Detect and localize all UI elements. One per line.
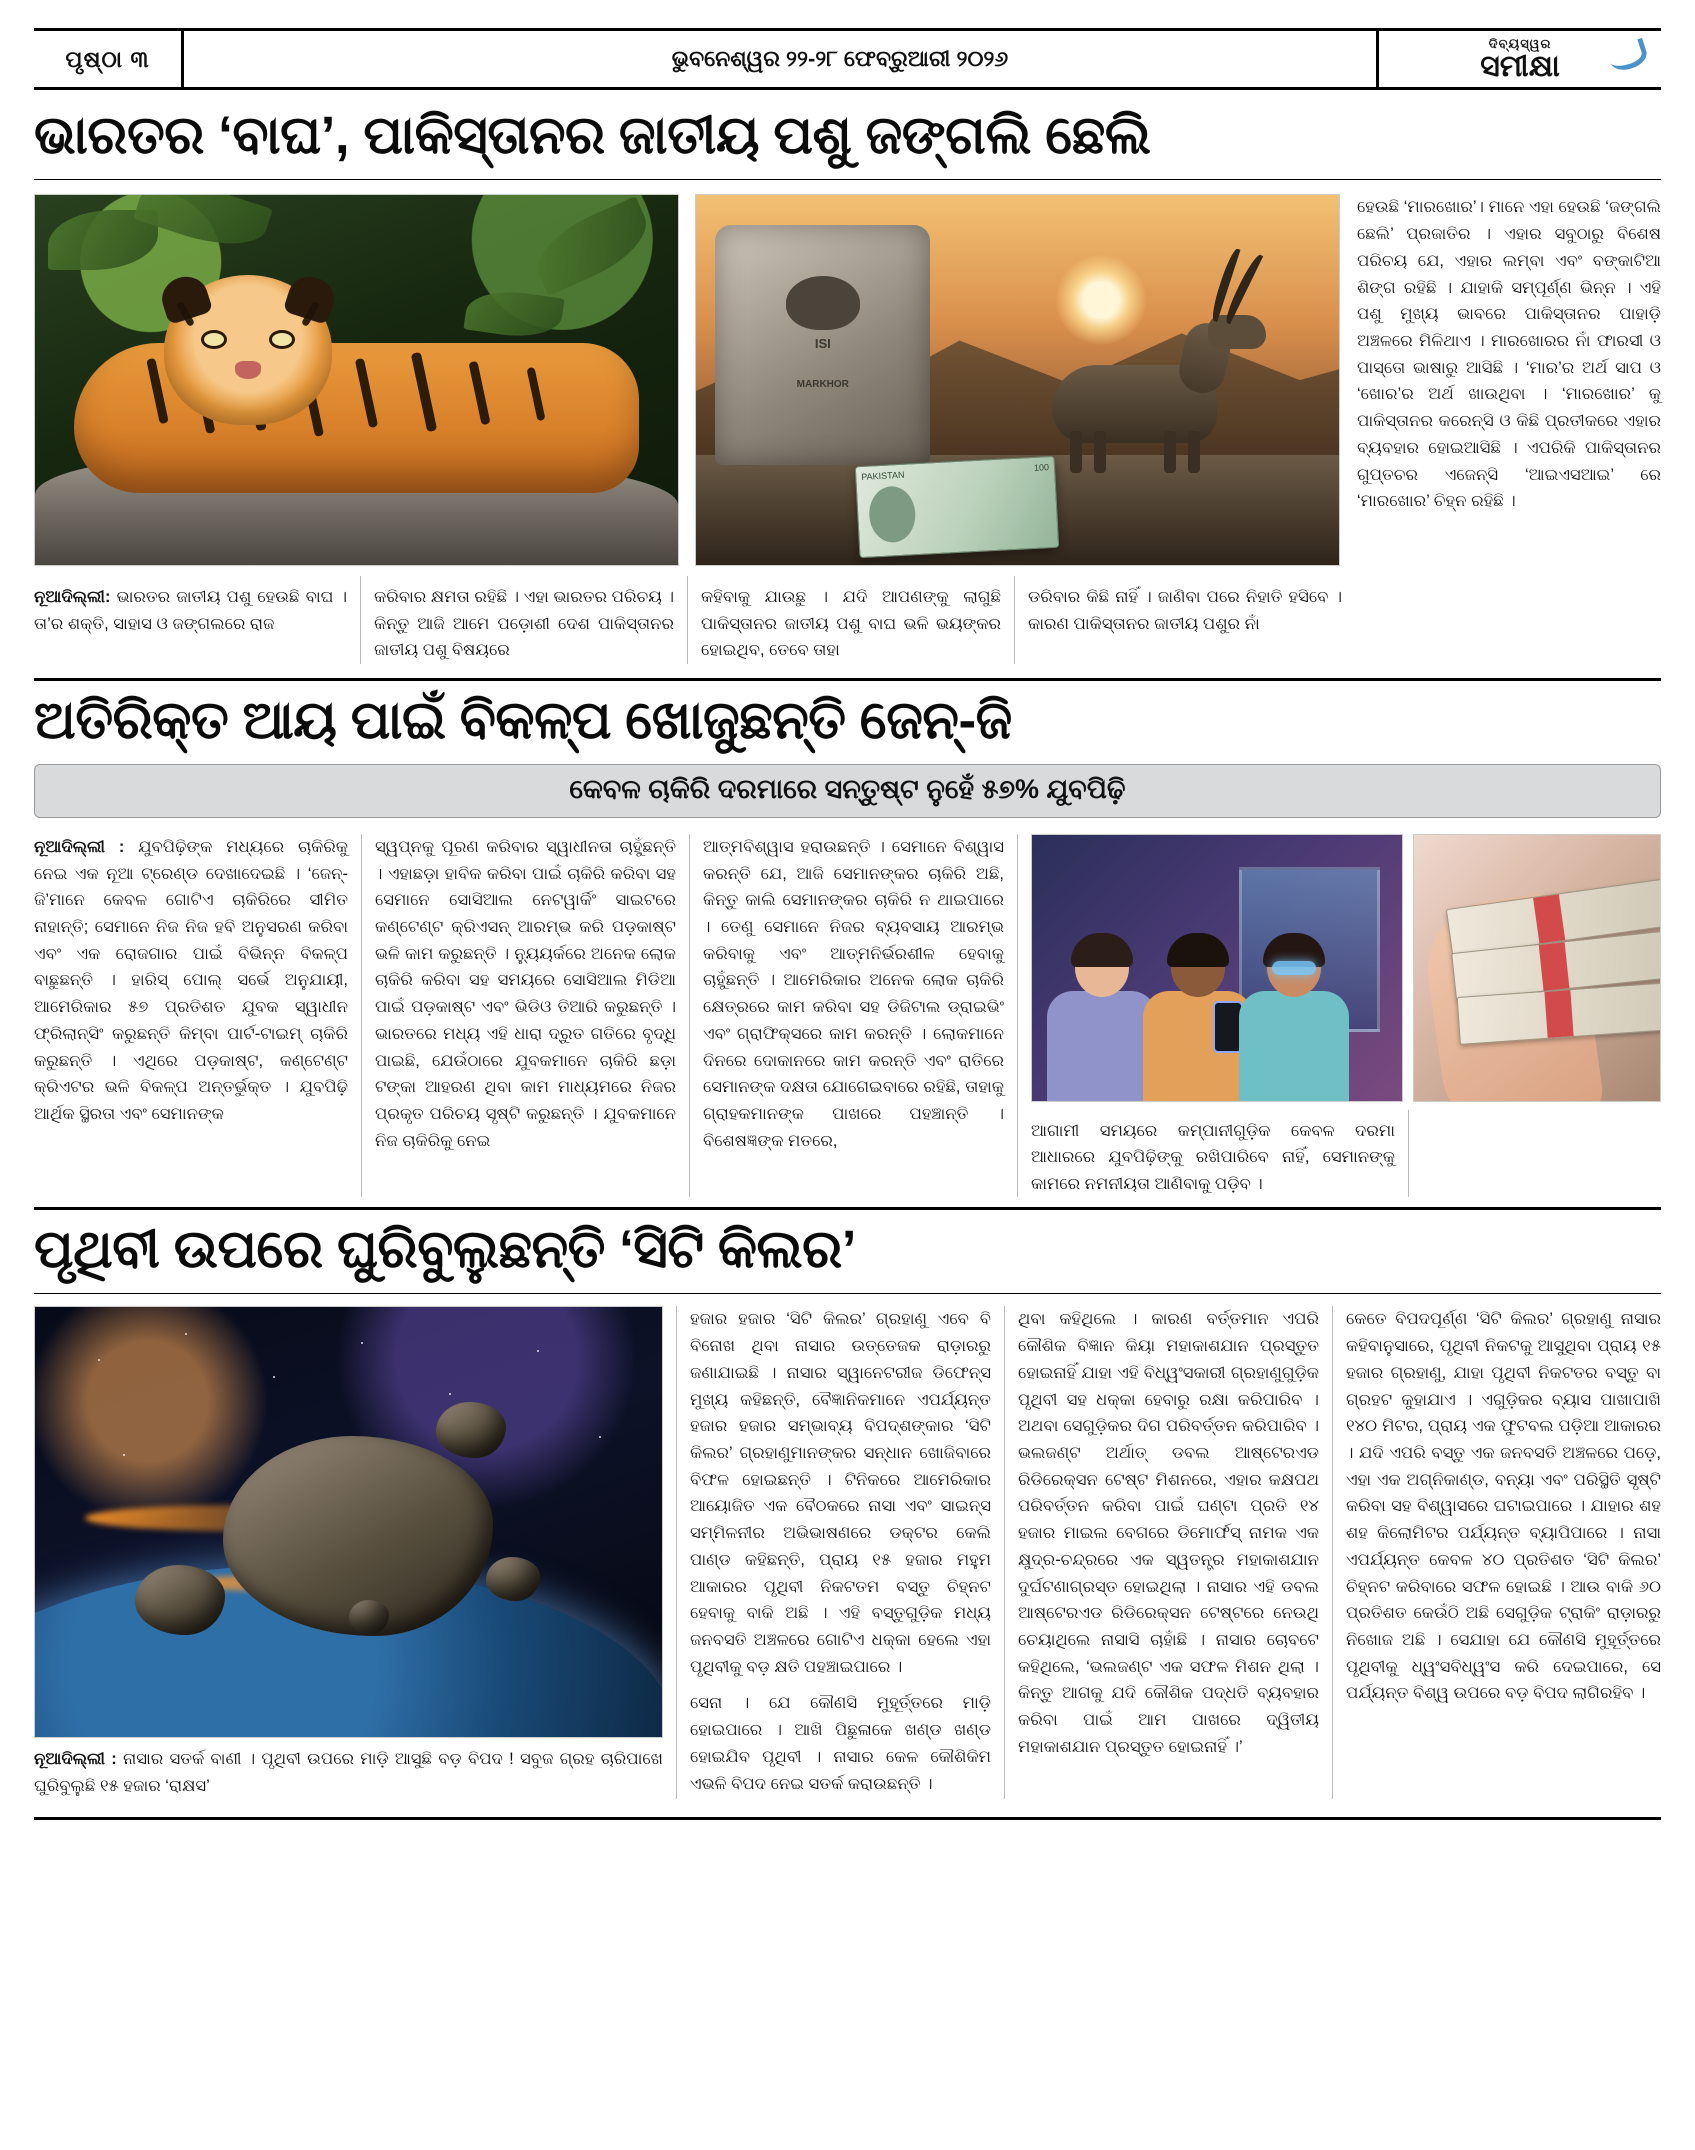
tiger-photo <box>34 194 679 566</box>
pakistan-banknote: PAKISTAN 100 <box>854 456 1059 558</box>
brand-swoosh-icon <box>1606 38 1650 74</box>
story1-text-2: କରିବାର କ୍ଷମତା ରହିଛି । ଏହା ଭାରତର ପରିଚୟ । କିନ୍ତୁ ଆଜି ଆମେ ପଡ଼ୋଶୀ ଦେଶ ପାକିସ୍ତାନର ଜାତୀୟ ପଶୁ ବିଷୟରେ <box>374 588 674 660</box>
story1-text-3: କହିବାକୁ ଯାଉଛୁ । ଯଦି ଆପଣଙ୍କୁ ଲାଗୁଛି ପାକିସ୍ତାନର ଜାତୀୟ ପଶୁ ବାଘ ଭଳି ଭୟଙ୍କର ହୋଇଥିବ, ତେବେ ତାହା <box>701 588 1001 660</box>
story2-headline: ଅତିରିକ୍ତ ଆୟ ପାଇଁ ବିକଳ୍ପ ଖୋଜୁଛନ୍ତି ଜେନ୍-ଜି <box>34 690 1012 750</box>
story3-figure <box>34 1306 663 1799</box>
story3-headline: ପୃଥିବୀ ଉପରେ ଘୁରିବୁଲୁଛନ୍ତି ‘ସିଟି କିଲର’ <box>34 1220 857 1280</box>
story1-dateline: ନୂଆଦିଲ୍ଲୀ: <box>34 588 111 607</box>
masthead <box>34 28 1661 90</box>
story3-text-4: କେତେ ବିପଦପୂର୍ଣ୍ଣ ‘ସିଟି କିଲର’ ଗ୍ରହାଣୁ ନାସାର କହିବାନୁସାରେ, ପୃଥିବୀ ନିକଟକୁ ଆସୁଥିବା ପ୍ରାୟ ୧୫ ହଜାର ଗ୍ରହାଣୁ, ଯାହା ପୃଥିବୀ ନିକଟତର ବସ୍ତୁ ବା ଗ୍ରହଟ କୁହାଯାଏ । ଏଗୁଡ଼ିକର ବ୍ୟାସ ପାଖାପାଖି ୧୪୦ ମିଟର, ପ୍ରାୟ ଏକ ଫୁଟବଲ ପଡ଼ିଆ ଆକାରର । ଯଦି ଏପରି ବସ୍ତୁ ଏକ ଜନବସତି ଅଞ୍ଚଳରେ ପଡ଼େ, ଏହା ଏକ ଅଗ୍ନିକାଣ୍ଡ, ବନ୍ୟା ଏବଂ ପରିସ୍ଥିତି ସୃଷ୍ଟି କରିବା ସହ ବିଶ୍ୱାସରେ ଘଟାଇପାରେ । ଯାହାର ଶହ ଶହ କିଲୋମିଟର ପର୍ଯ୍ୟନ୍ତ ବ୍ୟାପିପାରେ । ନାସା ଏପର୍ଯ୍ୟନ୍ତ କେବଳ ୪୦ ପ୍ରତିଶତ ‘ସିଟି କିଲର’ ଚିହ୍ନଟ କରିବାରେ ସଫଳ ହୋଇଛି । ଆଉ ବାକି ୬୦ ପ୍ରତିଶତ କେଉଁଠି ଅଛି ସେଗୁଡ଼ିକ ଟ୍ରାକିଂ ରାଡ଼ାରରୁ ନିଖୋଜ ଅଛି । ସେଯାହା ଯେ କୌଣସି ମୁହୂର୍ତ୍ତରେ ପୃଥିବୀକୁ ଧ୍ୱଂସବିଧ୍ୱଂସ କରି ଦେଇପାରେ, ସେ ପର୍ଯ୍ୟନ୍ତ ବିଶ୍ୱ ଉପରେ ବଡ଼ ବିପଦ ଲାଗିରହିବ । <box>1346 1310 1661 1703</box>
story3-text-1: ହଜାର ହଜାର ‘ସିଟି କିଲର’ ଗ୍ରହାଣୁ ଏବେ ବି ବିନୋଖ ଥିବା ନାସାର ଉତ୍ତେଜକ ରାଡ଼ାରରୁ ଜଣାଯାଇଛି । ନାସାର ସ୍ୱାନେଟରୀଜ ଡିଫେନ୍ସ ମୁଖ୍ୟ କହିଛନ୍ତି, ବୈଜ୍ଞାନିକମାନେ ଏପର୍ଯ୍ୟନ୍ତ ହଜାର ହଜାର ସମ୍ଭାବ୍ୟ ବିପଦ୍‌ଶଙ୍କାର ‘ସିଟି କିଲର’ ଗ୍ରହାଣୁମାନଙ୍କର ସନ୍ଧାନ ଖୋଜିବାରେ ବିଫଳ ହୋଇଛନ୍ତି । ଟିନିକରେ ଆମେରିକାର ଆୟୋଜିତ ଏକ ବୈଠକରେ ନାସା ଏବଂ ସାଇନ୍ସ ସମ୍ମିଳନୀର ଅଭିଭାଷଣରେ ଡକ୍ଟର କେଲି ପାଣ୍ଡ କହିଛନ୍ତି, ପ୍ରାୟ ୧୫ ହଜାର ମହୁମ ଆକାରର ପୃଥିବୀ ନିକଟତମ ବସ୍ତୁ ଚିହ୍ନଟ ହେବାକୁ ବାକି ଅଛି । ଏହି ବସ୍ତୁଗୁଡ଼ିକ ମଧ୍ୟ ଜନବସତି ଅଞ୍ଚଳରେ ଗୋଟିଏ ଧକ୍କା ହେଲେ ଏହା ପୃଥିବୀକୁ ବଡ଼ କ୍ଷତି ପହଞ୍ଚାଇପାରେ । <box>690 1310 991 1676</box>
story3-caption-dateline: ନୂଆଦିଲ୍ଲୀ : <box>34 1750 117 1769</box>
footer-divider <box>34 1817 1661 1820</box>
divider <box>34 678 1661 681</box>
brand-main-text: ସମୀକ୍ଷା <box>1480 50 1560 83</box>
story1-body <box>34 194 1661 663</box>
story2-dateline: ନୂଆଦିଲ୍ଲୀ : <box>34 837 125 856</box>
story1-headline: ଭାରତର ‘ବାଘ’, ପାକିସ୍ତାନର ଜାତୀୟ ପଶୁ ଜଙ୍ଗଲି ଛେଲି <box>34 106 1151 165</box>
story1-caption-1 <box>34 584 347 637</box>
story3-text-3: ଥିବା କହିଥିଲେ । କାରଣ ବର୍ତ୍ତମାନ ଏପରି କୌଶିକ ବିଜ୍ଞାନ କିୟା ମହାକାଶଯାନ ପ୍ରସ୍ତୁତ ହୋଇନାହିଁ ଯାହା ଏହି ବିଧ୍ୱଂସକାରୀ ଗ୍ରହାଣୁଗୁଡ଼ିକ ପୃଥିବୀ ସହ ଧକ୍କା ହେବାରୁ ରକ୍ଷା କରିପାରିବ । ଅଥବା ସେଗୁଡ଼ିକର ଦିଗ ପରିବର୍ତ୍ତନ କରିପାରିବ । ଭଲଜଣ୍ଟ ଅର୍ଥାତ୍ ଡବଲ ଆଷ୍ଟେରଏଡ ରିଡିରେକ୍ସନ ଟେଷ୍ଟ ମିଶନରେ, ଏହାର କକ୍ଷପଥ ପରିବର୍ତ୍ତନ କରିବା ପାଇଁ ଘଣ୍ଟା ପ୍ରତି ୧୪ ହଜାର ମାଇଲ ବେଗରେ ଡିମୋର୍ଫସ୍ ନାମକ ଏକ କ୍ଷୁଦ୍ର-ଚନ୍ଦ୍ରରେ ଏକ ସ୍ୱତନ୍ତ୍ର ମହାକାଶଯାନ ଦୁର୍ଘଟଣାଗ୍ରସ୍ତ ହୋଇଥିଲା । ନାସାର ଏହି ଡବଲ ଆଷ୍ଟେରଏଡ ରିଡିରେକ୍ସନ ଟେଷ୍ଟରେ ନେଉଥି ଚେୟାଥିଲେ ନାସାସି ଚାହାଁଛି । ନାସାର ଚୋବଟେ କହିଥିଲେ, ‘ଭଲଜଣ୍ଟ ଏକ ସଫଳ ମିଶନ ଥିଲା । କିନ୍ତୁ ଆଗକୁ ଯଦି କୌଶିକ ପଦ୍ଧତି ବ୍ୟବହାର କରିବା ପାଇଁ ଆମ ପାଖରେ ଦ୍ୱିତୀୟ ମହାକାଶଯାନ ପ୍ରସ୍ତୁତ ହୋଇନାହିଁ ।’ <box>1018 1310 1319 1756</box>
brand-top-text: ଦିବ୍ୟସ୍ୱର <box>1488 36 1552 51</box>
story1-markhor-figure <box>695 194 1340 566</box>
story3-body <box>34 1306 1661 1799</box>
cash-illustration <box>1413 834 1661 1102</box>
divider <box>34 1207 1661 1210</box>
story1-text-5: ହେଉଛି ‘ମାରଖୋର’। ମାନେ ଏହା ହେଉଛି ‘ଜଙ୍ଗଲି ଛେଲି’ ପ୍ରଜାତିର । ଏହାର ସବୁଠାରୁ ବିଶେଷ ପରିଚୟ ଯେ, ଏହାର ଲମ୍ବା ଏବଂ ବଙ୍କାଟିଆ ଶିଙ୍ଗ ରହିଛି । ଯାହାକି ସମ୍ପୂର୍ଣ୍ଣ ଭିନ୍ନ । ଏହି ପଶୁ ମୁଖ୍ୟ ଭାବରେ ପାକିସ୍ତାନର ପାହାଡ଼ି ଅଞ୍ଚଳରେ ମିଳିଥାଏ । ମାରଖୋରର ନାଁ ଫାରସୀ ଓ ପାସ୍ତୋ ଭାଷାରୁ ଆସିଛି । ‘ମାର’ର ଅର୍ଥ ସାପ ଓ ‘ଖୋର’ର ଅର୍ଥ ଖାଉଥିବା । ‘ମାରଖୋର’ କୁ ପାକିସ୍ତାନର କରେନ୍ସି ଓ କିଛି ପ୍ରତୀକରେ ଏହାର ବ୍ୟବହାର ହୋଇଆସିଛି । ଏପରିକି ପାକିସ୍ତାନର ଗୁପ୍ତଚର ଏଜେନ୍ସି ‘ଆଇଏସଆଇ’ ରେ ‘ମାରଖୋର’ ଚିହ୍ନ ରହିଛି । <box>1357 198 1661 511</box>
genz-illustration <box>1031 834 1403 1102</box>
newspaper-logo <box>1376 31 1661 87</box>
story2-photo-caption: ଆଗାମୀ ସମୟରେ କମ୍ପାନୀଗୁଡ଼ିକ କେବଳ ଦରମା ଆଧାରରେ ଯୁବପିଢ଼ିଙ୍କୁ ରଖିପାରିବେ ନାହିଁ, ସେମାନଙ୍କୁ କାମରେ ନମନୀୟତା ଆଣିବାକୁ ପଡ଼ିବ । <box>1031 1121 1395 1193</box>
story3-caption-text: ନାସାର ସତର୍କ ବାଣୀ । ପୃଥିବୀ ଉପରେ ମାଡ଼ି ଆସୁଛି ବଡ଼ ବିପଦ ! ସବୁଜ ଗ୍ରହ ଚାରିପାଖେ ଘୁରିବୁଲୁଛି ୧୫ ହଜାର ‘ରାକ୍ଷସ’ <box>34 1750 663 1795</box>
divider <box>34 1293 1661 1294</box>
page-number: ପୃଷ୍ଠା ୩ <box>34 31 184 87</box>
story2-text-3: ଆତ୍ମବିଶ୍ୱାସ ହରାଉଛନ୍ତି । ସେମାନେ ବିଶ୍ୱାସ କରନ୍ତି ଯେ, ଆଜି ସେମାନଙ୍କର ଚାକିରି ଅଛି, କିନ୍ତୁ କାଲି ସେମାନଙ୍କର ଚାକିରି ନ ଥାଇପାରେ । ତେଣୁ ସେମାନେ ନିଜର ବ୍ୟବସାୟ ଆରମ୍ଭ କରିବାକୁ ଏବଂ ଆତ୍ମନିର୍ଭରଶୀଳ ହେବାକୁ ଚାହୁଁଛନ୍ତି । ଆମେରିକାର ଅନେକ ଲୋକ ଚାକିରି କ୍ଷେତ୍ରରେ କାମ କରିବା ସହ ଡିଜିଟାଲ ଡ୍ରାଇଭିଂ ଏବଂ ଗ୍ରାଫିକ୍ସରେ କାମ କରନ୍ତି । ଲୋକମାନେ ଦିନରେ ଦୋକାନରେ କାମ କରନ୍ତି ଏବଂ ରାତିରେ ସେମାନଙ୍କ ଦକ୍ଷତା ଯୋଗେଇବାରେ ରହିଛି, ତାହାକୁ ଗ୍ରାହକମାନଙ୍କ ପାଖରେ ପହଞ୍ଚାନ୍ତି । ବିଶେଷଜ୍ଞଙ୍କ ମତରେ, <box>703 837 1004 1150</box>
markhor-emblem-stone: ISI MARKHOR <box>715 225 930 465</box>
markhor-animal <box>1032 313 1262 473</box>
asteroid-photo <box>34 1306 663 1738</box>
story3-text-2: ସେନା । ଯେ କୌଣସି ମୁହୂର୍ତ୍ତରେ ମାଡ଼ି ହୋଇପାରେ । ଆଖି ପିଛୁଳାକେ ଖଣ୍ଡ ଖଣ୍ଡ ହୋଇଯିବ ପୃଥିବୀ । ନାସାର କେଳ କୌଶିକିମ ଏଭଳି ବିପଦ ନେଇ ସତର୍କ କରାଉଛନ୍ତି । <box>690 1694 991 1793</box>
story1-tiger-figure <box>34 194 679 566</box>
edition-line: ଭୁବନେଶ୍ୱର ୨୨-୨୮ ଫେବ୍ରୁଆରୀ ୨୦୨୬ <box>671 46 1009 71</box>
story2-body <box>34 834 1661 1197</box>
story2-text-2: ସ୍ୱପ୍ନକୁ ପୂରଣ କରିବାର ସ୍ୱାଧୀନତା ଚାହୁଁଛନ୍ତି । ଏହାଛଡ଼ା ହାବିକ କରିବା ପାଇଁ ଚାକିରି କରିବା ସହ ସେମାନେ ସୋସିଆଲ ନେଟୱାର୍କିଂ ସାଇଟରେ କଣ୍ଟେଣ୍ଟ କ୍ରିଏସନ୍ ଆରମ୍ଭ କରି ପଡ଼କାଷ୍ଟ ଭଳି କାମ କରୁଛନ୍ତି । ନ୍ୟୁୟର୍କରେ ଅନେକ ଲୋକ ଚାକିରି କରିବା ସହ ସମୟରେ ସୋସିଆଲ ମିଡିଆ ପାଇଁ ପଡ଼କାଷ୍ଟ ଏବଂ ଭିଡିଓ ତିଆରି କରୁଛନ୍ତି । ଭାରତରେ ମଧ୍ୟ ଏହି ଧାରା ଦ୍ରୁତ ଗତିରେ ବୃଦ୍ଧି ପାଇଛି, ଯେଉଁଠାରେ ଯୁବକମାନେ ଚାକିରି ଛଡ଼ା ଟଙ୍କା ଆହରଣ ଥିବା କାମ ମାଧ୍ୟମରେ ନିଜର ପ୍ରକୃତ ପରିଚୟ ସୃଷ୍ଟି କରୁଛନ୍ତି । ଯୁବକମାନେ ନିଜ ଚାକିରିକୁ ନେଇ <box>375 837 676 1150</box>
story2-text-1: ଯୁବପିଢ଼ିଙ୍କ ମଧ୍ୟରେ ଚାକିରିକୁ ନେଇ ଏକ ନୂଆ ଟ୍ରେଣ୍ଡ ଦେଖାଦେଇଛି । ‘ଜେନ୍-ଜି’ମାନେ କେବଳ ଗୋଟିଏ ଚାକିରିରେ ସୀମିତ ନାହାନ୍ତି; ସେମାନେ ନିଜ ନିଜ ହବି ଅନୁସରଣ କରିବା ଏବଂ ଏକ ରୋଜଗାର ପାଇଁ ବିଭିନ୍ନ ବିକଳ୍ପ ବାଛୁଛନ୍ତି । ହାରିସ୍ ପୋଲ୍ ସର୍ଭେ ଅନୁଯାୟୀ, ଆମେରିକାର ୫୭ ପ୍ରତିଶତ ଯୁବକ ସ୍ୱାଧୀନ ଫ୍ରିଲାନ୍ସିଂ କରୁଛନ୍ତି କିମ୍ବା ପାର୍ଟ-ଟାଇମ୍ ଚାକିରି କରୁଛନ୍ତି । ଏଥିରେ ପଡ଼କାଷ୍ଟ, କଣ୍ଟେଣ୍ଟ କ୍ରିଏଟର ଭଳି ବିକଳ୍ପ ଅନ୍ତର୍ଭୁକ୍ତ । ଯୁବପିଢ଼ି ଆର୍ଥିକ ସ୍ଥିରତା ଏବଂ ସେମାନଙ୍କ <box>34 837 348 1124</box>
story2-subhead: କେବଳ ଚାକିରି ଦରମାରେ ସନ୍ତୁଷ୍ଟ ନୁହେଁ ୫୭% ଯୁବପିଢ଼ି <box>34 764 1661 818</box>
story1-text-1: ଭାରତର ଜାତୀୟ ପଶୁ ହେଉଛି ବାଘ । ତା’ର ଶକ୍ତି, ସାହାସ ଓ ଜଙ୍ଗଲରେ ରାଜ <box>34 588 347 633</box>
divider <box>34 179 1661 180</box>
story1-text-4: ଡରିବାର କିଛି ନାହିଁ । ଜାଣିବା ପରେ ନିହାତି ହସିବେ । କାରଣ ପାକିସ୍ତାନର ଜାତୀୟ ପଶୁର ନାଁ <box>1028 588 1342 633</box>
markhor-photo <box>695 194 1340 566</box>
story2-figure <box>1031 834 1661 1197</box>
